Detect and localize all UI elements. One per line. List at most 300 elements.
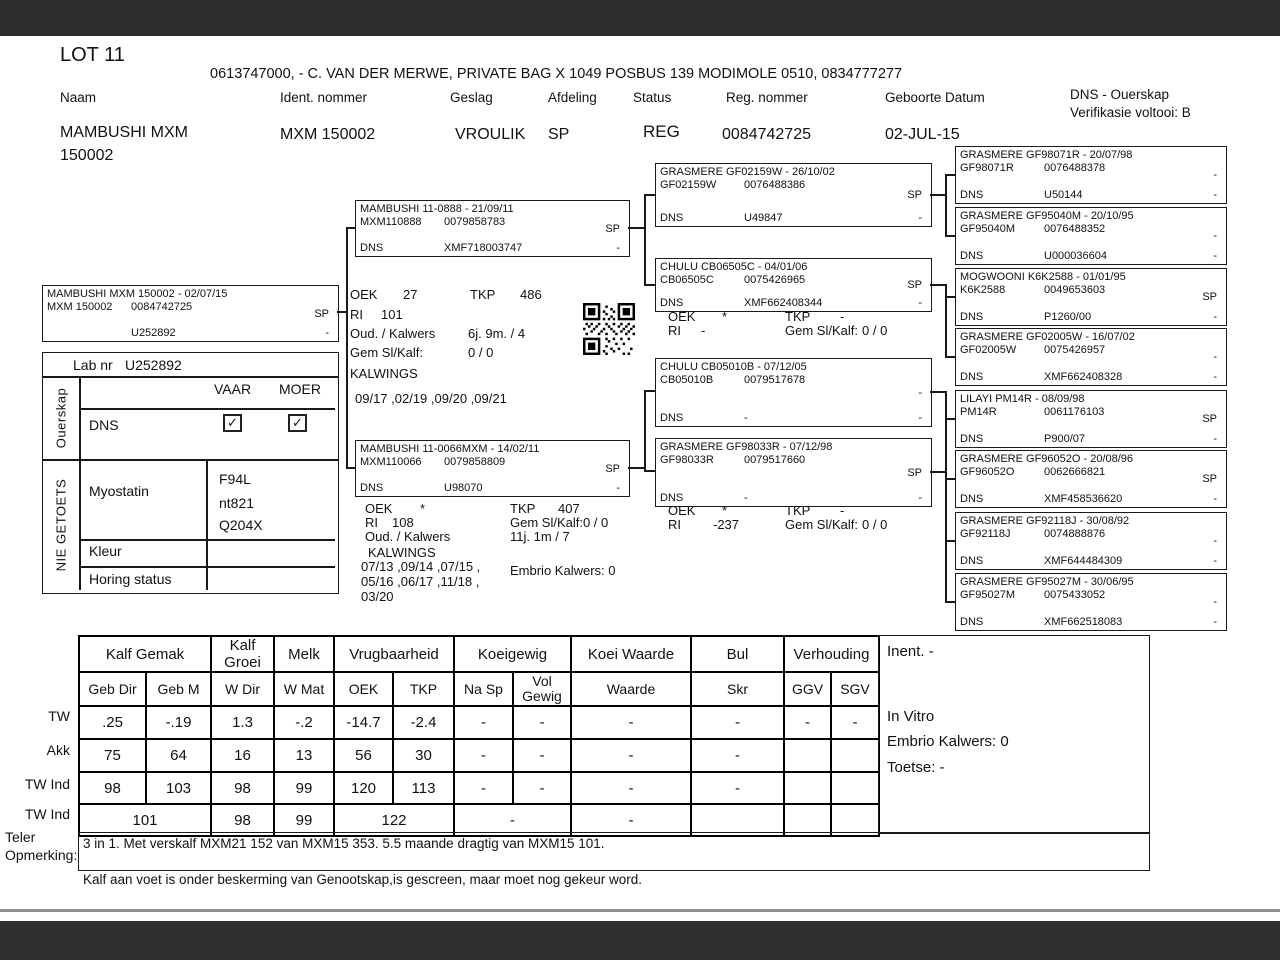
ggp-reg: 0076488352 [1044, 223, 1106, 235]
cell: - [571, 706, 691, 739]
ggp-sp-flag: SP [1202, 291, 1217, 303]
dam-kalwings-dates-3: 03/20 [361, 589, 394, 604]
row-label-twind: TW Ind [24, 776, 70, 792]
dam-kalwings-label: KALWINGS [368, 545, 436, 560]
sire-oek-value: 27 [403, 287, 418, 302]
gp-id: GF02159W [660, 179, 717, 191]
cell: - [513, 706, 571, 739]
gp-sp-flag: SP [907, 279, 922, 291]
pedigree-connector [346, 467, 355, 469]
gp-id: GF98033R [660, 454, 714, 466]
footer-rule [0, 909, 1280, 912]
animal-sp-flag: SP [314, 307, 329, 320]
pedigree-connector [945, 296, 955, 298]
dam-dns-value: U98070 [444, 482, 483, 494]
group-bul: Bul [691, 636, 784, 672]
ebv-table [78, 635, 880, 837]
sire-dash: - [616, 242, 620, 254]
cell [784, 772, 831, 804]
gp3-tkp-label: TKP [785, 503, 811, 518]
group-kalf-gemak: Kalf Gemak [79, 636, 211, 672]
cell: - [691, 739, 784, 772]
dam-dns-label: DNS [360, 482, 384, 494]
myostatin-value-3: Q204X [219, 517, 263, 533]
ggp-reg: 0074888876 [1044, 528, 1106, 540]
gp-dns-label: DNS [660, 492, 684, 504]
cell: 101 [79, 804, 211, 836]
ggp-dns-label: DNS [960, 433, 984, 445]
top-dark-bar [0, 0, 1280, 36]
afdeling-value: SP [548, 126, 570, 143]
col-na-sp: Na Sp [454, 672, 513, 706]
pedigree-connector [930, 471, 946, 473]
gp1-ri-value: - [701, 323, 706, 338]
dam-oud-label: Oud. / Kalwers [365, 529, 451, 544]
dam-gem-value: Gem Sl/Kalf:0 / 0 [510, 515, 609, 530]
status-label: Status [633, 90, 672, 105]
dam-reg: 0079858809 [444, 456, 506, 468]
cell: - [454, 772, 513, 804]
ggp-dns-label: DNS [960, 616, 984, 628]
lab-dna-box [42, 352, 339, 594]
col-tkp: TKP [393, 672, 454, 706]
ggp-dash: - [1213, 616, 1217, 628]
cell: - [513, 739, 571, 772]
ggp-dns-value: U000036604 [1044, 250, 1108, 262]
pedigree-connector [644, 390, 646, 471]
lab-divider [79, 539, 335, 541]
ggp-name: MOGWOONI K6K2588 - 01/01/95 [960, 271, 1126, 283]
cell: - [784, 706, 831, 739]
sire-gem-label: Gem Sl/Kalf: [350, 345, 423, 360]
vaar-column-label: VAAR [214, 381, 252, 397]
dam-ri-value: 108 [392, 515, 414, 530]
sire-kalwings-dates: 09/17 ,02/19 ,09/20 ,09/21 [355, 391, 507, 406]
pedigree-connector [945, 418, 955, 420]
sire-tkp-label: TKP [470, 287, 496, 302]
table-row-akk [79, 739, 879, 772]
group-koeigewig: Koeigewig [454, 636, 571, 672]
pedigree-connector [644, 194, 655, 196]
ouerskap-section-label: Ouerskap [53, 387, 69, 449]
gp-dns-label: DNS [660, 297, 684, 309]
ggp-box-1 [955, 207, 1227, 265]
pedigree-connector [945, 471, 947, 602]
table-subheader-row [79, 672, 879, 706]
gp-box-3 [655, 438, 932, 507]
gp3-gem-value: 0 / 0 [862, 517, 888, 532]
cell: - [691, 772, 784, 804]
cell: 75 [79, 739, 146, 772]
naam-value-line2: 150002 [60, 147, 114, 164]
dam-tkp-value: 407 [558, 501, 580, 516]
pedigree-connector [346, 227, 348, 468]
geboorte-label: Geboorte Datum [885, 90, 985, 105]
afdeling-label: Afdeling [548, 90, 597, 105]
verifikasie-label: Verifikasie voltooi: B [1070, 105, 1191, 120]
ggp-id: GF98071R [960, 162, 1014, 174]
ggp-dns-label: DNS [960, 250, 984, 262]
sire-gem-value: 0 / 0 [468, 345, 494, 360]
gp-name: GRASMERE GF98033R - 07/12/98 [660, 441, 833, 453]
ggp-dns-value: XMF662518083 [1044, 616, 1123, 628]
status-value: REG [643, 122, 680, 141]
gp-name: CHULU CB06505C - 04/01/06 [660, 261, 808, 273]
cell: - [571, 772, 691, 804]
ggp-sp-flag: - [1213, 535, 1217, 547]
animal-dash: - [325, 327, 329, 339]
pedigree-connector [945, 284, 947, 357]
ggp-sp-flag: - [1213, 596, 1217, 608]
pedigree-connector [628, 467, 645, 469]
moer-column-label: MOER [279, 381, 321, 397]
cell: - [831, 706, 879, 739]
ggp-id: GF92118J [960, 528, 1011, 540]
ggp-dns-label: DNS [960, 371, 984, 383]
gp-dns-value: - [744, 492, 748, 504]
ggp-reg: 0061176103 [1044, 406, 1105, 418]
cell: - [571, 739, 691, 772]
animal-box [42, 285, 339, 342]
gp1-ri-label: RI [668, 323, 681, 338]
ggp-id: GF95027M [960, 589, 1016, 601]
dam-box [355, 440, 630, 497]
ggp-sp-flag: SP [1202, 473, 1217, 485]
row-label-tw: TW [48, 708, 70, 724]
gp3-oek-value: * [722, 503, 728, 518]
sire-id: MXM110888 [360, 216, 422, 228]
pedigree-connector [930, 284, 946, 286]
sire-oud-label: Oud. / Kalwers [350, 326, 436, 341]
ggp-dns-value: U50144 [1044, 189, 1083, 201]
gp-dash: - [918, 212, 922, 224]
ggp-id: GF02005W [960, 344, 1017, 356]
dam-embrio-value: Embrio Kalwers: 0 [510, 563, 616, 578]
ggp-dns-label: DNS [960, 493, 984, 505]
bottom-dark-bar [0, 921, 1280, 960]
ggp-reg: 0075426957 [1044, 344, 1106, 356]
dam-oud-value: 11j. 1m / 7 [510, 529, 570, 544]
gp3-gem-label: Gem Sl/Kalf: [785, 517, 858, 532]
gp1-oek-label: OEK [668, 309, 696, 324]
col-oek: OEK [334, 672, 393, 706]
dam-dash: - [616, 482, 620, 494]
gp-dns-value: XMF662408344 [744, 297, 823, 309]
cell: 30 [393, 739, 454, 772]
cell: -14.7 [334, 706, 393, 739]
cell: 16 [211, 739, 274, 772]
sire-sp-flag: SP [605, 222, 620, 235]
dns-ouerskap-label: DNS - Ouerskap [1070, 87, 1170, 102]
sire-ri-value: 101 [381, 307, 403, 322]
animal-dns-row [47, 327, 176, 339]
gp-reg: 0079517660 [744, 454, 806, 466]
cell: 98 [211, 772, 274, 804]
col-w-dir: W Dir [211, 672, 274, 706]
sire-ri-label: RI [350, 307, 363, 322]
footer-note: Kalf aan voet is onder beskerming van Genootskap,is gescreen, maar moet nog gekeur word. [83, 872, 643, 887]
sire-dns-value: XMF718003747 [444, 242, 523, 254]
ggp-reg: 0062666821 [1044, 466, 1106, 478]
ggp-name: GRASMERE GF92118J - 30/08/92 [960, 515, 1130, 527]
cell: 122 [334, 804, 454, 836]
cell: 99 [274, 804, 334, 836]
ggp-dash: - [1213, 493, 1217, 505]
cell: .25 [79, 706, 146, 739]
gp-sp-flag: SP [907, 189, 922, 201]
ggp-box-4 [955, 390, 1227, 448]
dam-name: MAMBUSHI 11-0066MXM - 14/02/11 [360, 443, 540, 455]
cell [831, 739, 879, 772]
ggp-box-2 [955, 268, 1227, 326]
pedigree-connector [945, 356, 955, 358]
lab-divider [79, 566, 335, 568]
gp-reg: 0076488386 [744, 179, 806, 191]
ggp-box-5 [955, 450, 1227, 508]
cell: - [513, 772, 571, 804]
ggp-sp-flag: - [1213, 230, 1217, 242]
pedigree-connector [945, 478, 955, 480]
lab-nr-value: U252892 [125, 357, 182, 373]
reg-label: Reg. nommer [726, 90, 808, 105]
animal-id: MXM 150002 [47, 301, 113, 313]
ident-value: MXM 150002 [280, 126, 376, 143]
gp-dash: - [918, 492, 922, 504]
teler-label-line2: Opmerking: [5, 847, 78, 863]
gp1-tkp-label: TKP [785, 309, 811, 324]
pedigree-connector [644, 284, 655, 286]
row-label-twind2: TW Ind [24, 806, 70, 822]
lab-divider [79, 408, 335, 410]
col-geb-dir: Geb Dir [79, 672, 146, 706]
lab-nr-label: Lab nr [73, 357, 113, 373]
pedigree-connector [930, 391, 946, 393]
pedigree-connector [945, 174, 947, 236]
ggp-box-0 [955, 146, 1227, 204]
pedigree-connector [628, 227, 645, 229]
pedigree-connector [930, 194, 946, 196]
cell: 113 [393, 772, 454, 804]
gp1-gem-label: Gem Sl/Kalf: [785, 323, 858, 338]
dam-tkp-label: TKP [510, 501, 536, 516]
table-row-tw [79, 706, 879, 739]
reg-value: 0084742725 [722, 126, 811, 143]
ggp-dns-label: DNS [960, 555, 984, 567]
cell: - [571, 804, 691, 836]
dam-kalwings-dates-1: 07/13 ,09/14 ,07/15 , [361, 559, 481, 574]
checkbox-checked-icon: ✓ [288, 414, 307, 432]
ggp-dns-value: XMF644484309 [1044, 555, 1123, 567]
ggp-name: GRASMERE GF95040M - 20/10/95 [960, 210, 1134, 222]
cell: 13 [274, 739, 334, 772]
cell: 103 [146, 772, 211, 804]
embrio-kalwers-value: Embrio Kalwers: 0 [887, 733, 1009, 750]
ggp-dns-label: DNS [960, 311, 984, 323]
gp-reg: 0079517678 [744, 374, 806, 386]
cell: 120 [334, 772, 393, 804]
dam-kalwings-dates-2: 05/16 ,06/17 ,11/18 , [361, 574, 480, 589]
ggp-id: GF95040M [960, 223, 1016, 235]
cell: -.2 [274, 706, 334, 739]
gp-sp-flag: - [918, 386, 922, 399]
cell: 64 [146, 739, 211, 772]
gp3-ri-value: -237 [713, 517, 740, 532]
cell: -.19 [146, 706, 211, 739]
gp3-oek-label: OEK [668, 503, 696, 518]
ggp-sp-flag: - [1213, 169, 1217, 181]
col-sgv: SGV [831, 672, 879, 706]
ggp-name: GRASMERE GF96052O - 20/08/96 [960, 453, 1134, 465]
group-koei-waarde: Koei Waarde [571, 636, 691, 672]
sire-oek-label: OEK [350, 287, 378, 302]
col-waarde: Waarde [571, 672, 691, 706]
owner-contact-line: 0613747000, - C. VAN DER MERWE, PRIVATE BAG X 1049 POSBUS 139 MODIMOLE 0510, 0834777277 [210, 66, 903, 82]
gp-dash: - [918, 412, 922, 424]
ggp-dns-value: P1260/00 [1044, 311, 1092, 323]
gp-id: CB05010B [660, 374, 714, 386]
pedigree-connector [945, 391, 947, 479]
ggp-box-6 [955, 512, 1227, 570]
dam-sp-flag: SP [605, 462, 620, 475]
cell: -2.4 [393, 706, 454, 739]
cell: - [454, 804, 571, 836]
sire-kalwings-label: KALWINGS [350, 366, 418, 381]
geboorte-value: 02-JUL-15 [885, 126, 960, 143]
ggp-box-7 [955, 573, 1227, 631]
dam-id: MXM110066 [360, 456, 422, 468]
gp-dns-value: U49847 [744, 212, 783, 224]
ggp-name: GRASMERE GF95027M - 30/06/95 [960, 576, 1134, 588]
gp-reg: 0075426965 [744, 274, 806, 286]
teler-opmerking-box [78, 832, 1150, 871]
pedigree-connector [644, 470, 655, 472]
ggp-id: GF96052O [960, 466, 1015, 478]
ggp-reg: 0049653603 [1044, 284, 1106, 296]
group-vrugbaarheid: Vrugbaarheid [334, 636, 454, 672]
ggp-dns-value: XMF662408328 [1044, 371, 1123, 383]
pedigree-connector [945, 235, 955, 237]
gp-dash: - [918, 297, 922, 309]
group-kalf-groei: Kalf Groei [211, 636, 274, 672]
lab-divider [43, 376, 338, 378]
gp-dns-label: DNS [660, 412, 684, 424]
pedigree-connector [346, 227, 355, 229]
gp1-tkp-value: - [840, 309, 845, 324]
sire-box [355, 200, 630, 257]
dam-oek-label: OEK [365, 501, 393, 516]
gp3-ri-label: RI [668, 517, 681, 532]
ggp-dash: - [1213, 311, 1217, 323]
gp1-oek-value: * [722, 309, 728, 324]
gp1-gem-value: 0 / 0 [862, 323, 888, 338]
nie-getoets-section-label: NIE GETOETS [53, 478, 69, 572]
cell: - [454, 706, 513, 739]
sire-reg: 0079858783 [444, 216, 506, 228]
ggp-dns-value: XMF458536620 [1044, 493, 1123, 505]
ggp-sp-flag: SP [1202, 413, 1217, 425]
naam-label: Naam [60, 90, 97, 105]
gp-name: CHULU CB05010B - 07/12/05 [660, 361, 807, 373]
pedigree-connector [644, 390, 655, 392]
pedigree-connector [945, 540, 955, 542]
inent-value: Inent. - [887, 643, 934, 660]
ggp-sp-flag: - [1213, 351, 1217, 363]
cell: 1.3 [211, 706, 274, 739]
ggp-reg: 0076488378 [1044, 162, 1106, 174]
pedigree-connector [945, 174, 955, 176]
col-ggv: GGV [784, 672, 831, 706]
gp3-tkp-value: - [840, 503, 845, 518]
pedigree-connector [644, 194, 646, 284]
sire-tkp-value: 486 [520, 287, 542, 302]
table-group-header-row [79, 636, 879, 672]
lot-number: LOT 11 [60, 44, 125, 66]
gp-sp-flag: SP [907, 466, 922, 479]
gp-dns-label: DNS [660, 212, 684, 224]
gp-box-0 [655, 163, 932, 227]
dam-ri-label: RI [365, 515, 378, 530]
col-w-mat: W Mat [274, 672, 334, 706]
ggp-name: GRASMERE GF02005W - 16/07/02 [960, 331, 1135, 343]
row-label-akk: Akk [46, 742, 70, 758]
group-melk: Melk [274, 636, 334, 672]
ggp-reg: 0075433052 [1044, 589, 1106, 601]
ggp-id: K6K2588 [960, 284, 1006, 296]
table-row-twind [79, 772, 879, 804]
ggp-dash: - [1213, 433, 1217, 445]
ggp-name: GRASMERE GF98071R - 20/07/98 [960, 149, 1133, 161]
myostatin-value-1: F94L [219, 471, 251, 487]
sire-name: MAMBUSHI 11-0888 - 21/09/11 [360, 203, 514, 215]
inent-panel [878, 635, 1150, 834]
pedigree-connector [945, 601, 955, 603]
horing-status-label: Horing status [89, 571, 172, 587]
group-verhouding: Verhouding [784, 636, 879, 672]
animal-reg: 0084742725 [131, 301, 193, 313]
ggp-dash: - [1213, 189, 1217, 201]
gp-name: GRASMERE GF02159W - 26/10/02 [660, 166, 835, 178]
cell: 56 [334, 739, 393, 772]
ident-label: Ident. nommer [280, 90, 368, 105]
cell [784, 739, 831, 772]
lab-divider [43, 459, 338, 461]
ggp-box-3 [955, 328, 1227, 386]
teler-remark: 3 in 1. Met verskalf MXM21 152 van MXM15 353. 5.5 maande dragtig van MXM15 101. [83, 836, 605, 851]
col-skr: Skr [691, 672, 784, 706]
animal-ids [47, 301, 192, 313]
geslag-label: Geslag [450, 90, 493, 105]
myostatin-value-2: nt821 [219, 495, 255, 511]
qr-code [583, 303, 635, 355]
ggp-dash: - [1213, 371, 1217, 383]
toetse-value: Toetse: - [887, 759, 945, 776]
lab-divider [206, 459, 208, 590]
gp-box-1 [655, 258, 932, 312]
geslag-value: VROULIK [455, 126, 526, 143]
cell: - [454, 739, 513, 772]
ggp-dash: - [1213, 555, 1217, 567]
animal-name: MAMBUSHI MXM 150002 - 02/07/15 [47, 288, 228, 300]
dns-row-label: DNS [89, 417, 119, 433]
dam-oek-value: * [420, 501, 426, 516]
gp-dns-value: - [744, 412, 748, 424]
naam-value-line1: MAMBUSHI MXM [60, 124, 188, 141]
checkbox-checked-icon: ✓ [223, 414, 242, 432]
myostatin-label: Myostatin [89, 483, 149, 499]
col-geb-m: Geb M [146, 672, 211, 706]
sire-dns-label: DNS [360, 242, 384, 254]
cell: 98 [211, 804, 274, 836]
